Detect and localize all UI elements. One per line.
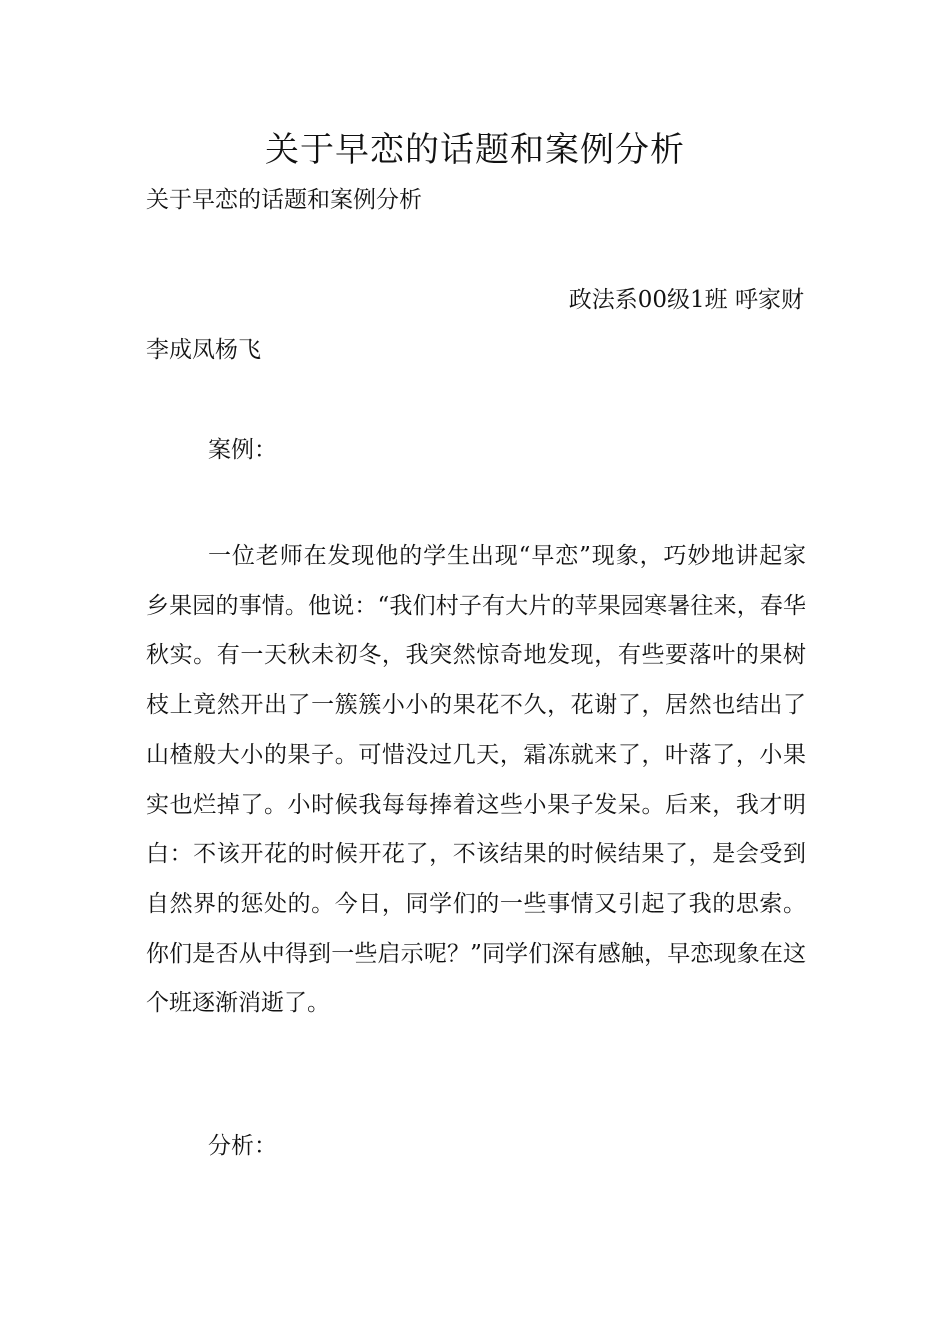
analysis-heading: 分析：: [208, 1133, 277, 1159]
case-body-paragraph: 一位老师在发现他的学生出现“早恋”现象，巧妙地讲起家乡果园的事情。他说：“我们村子有大片的苹果园寒暑往来，春华秋实。有一天秋未初冬，我突然惊奇地发现，有些要落叶的果树枝上竟然开出了一簇簇小小的果花不久，花谢了，居然也结出了山楂般大小的果子。可惜没过几天，霜冻就来了，叶落了，小果实也烂掉了。小时候我每每捧着这些小果子发呆。后来，我才明白：不该开花的时候开花了，不该结果的时候结果了，是会受到自然界的惩处的。今日，同学们的一些事情又引起了我的思索。你们是否从中得到一些启示呢？”同学们深有感触，早恋现象在这个班逐渐消逝了。: [146, 543, 806, 1017]
author-line-continued: 李成凤杨飞: [146, 337, 261, 363]
document-title: 关于早恋的话题和案例分析: [265, 130, 685, 170]
author-line: 政法系00级1班 呼家财: [568, 287, 804, 313]
case-heading: 案例：: [208, 437, 277, 463]
document-subtitle: 关于早恋的话题和案例分析: [146, 187, 422, 213]
